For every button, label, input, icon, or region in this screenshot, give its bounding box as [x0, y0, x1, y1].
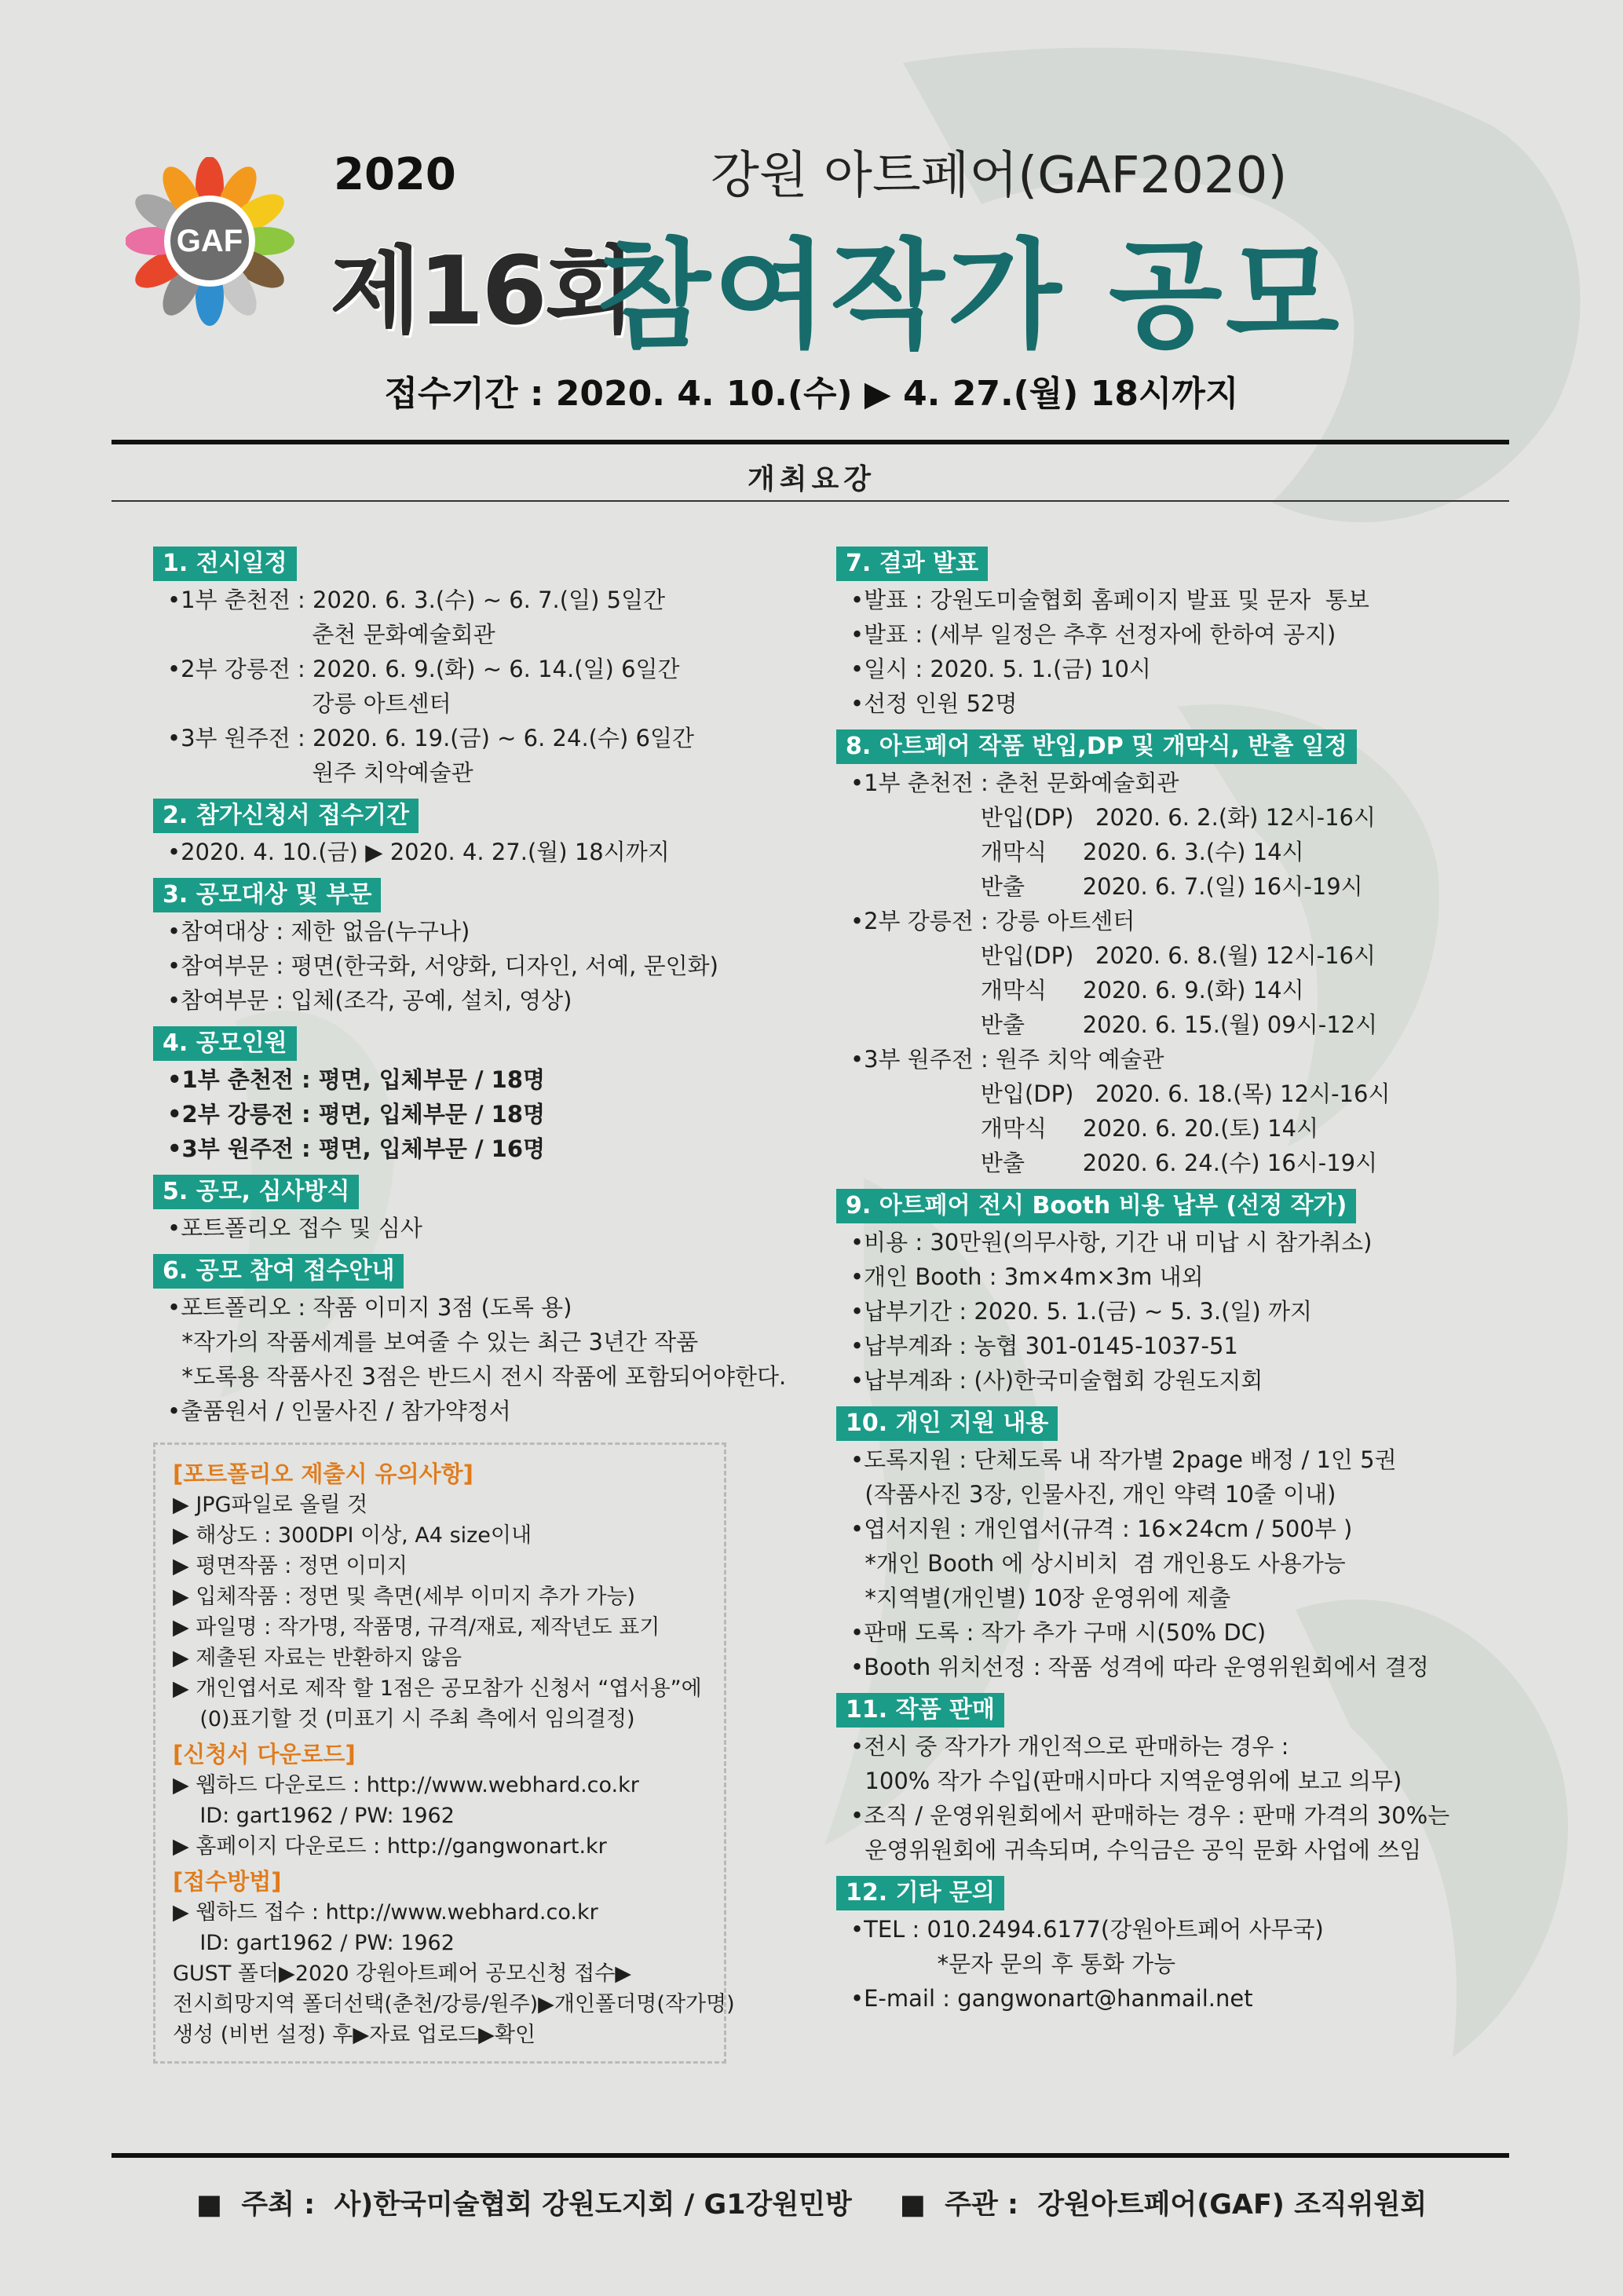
section-line: •참여대상 : 제한 없음(누구나) — [167, 918, 470, 945]
section-title: 2. 참가신청서 접수기간 — [153, 799, 419, 833]
box-line: ▶ 입체작품 : 정면 및 측면(세부 이미지 추가 가능) — [173, 1585, 636, 1609]
section-title: 1. 전시일정 — [153, 547, 297, 581]
year-label: 2020 — [334, 149, 456, 200]
box-line: ▶ 제출된 자료는 반환하지 않음 — [173, 1646, 462, 1670]
section-line: •2부 강릉전 : 강릉 아트센터 — [850, 908, 1135, 934]
section-title: 12. 기타 문의 — [836, 1876, 1004, 1910]
gaf-logo — [126, 157, 294, 326]
footer-organizers: ■ 주최 : 사)한국미술협회 강원도지회 / G1강원민방 ■ 주관 : 강원아트페어(GAF) 조직위원회 — [196, 2189, 1427, 2221]
box-heading: [접수방법] — [173, 1868, 282, 1895]
section-line: 개막식 2020. 6. 9.(화) 14시 — [850, 977, 1304, 1004]
right-column — [836, 546, 1480, 2024]
section — [153, 1174, 750, 1245]
edition-label: 제16회 — [330, 237, 634, 346]
section-line: •2부 강릉전 : 평면, 입체부문 / 18명 — [167, 1101, 546, 1128]
section-line: •납부계좌 : 농협 301-0145-1037-51 — [850, 1333, 1238, 1359]
box-line: (0)표기할 것 (미표기 시 주최 측에서 임의결정) — [173, 1707, 635, 1731]
section-line: •발표 : 강원도미술협회 홈페이지 발표 및 문자 통보 — [850, 587, 1369, 613]
section-line: •3부 원주전 : 원주 치악 예술관 — [850, 1046, 1164, 1073]
section — [836, 1692, 1480, 1867]
box-line: 생성 (비번 설정) 후▶자료 업로드▶확인 — [173, 2023, 536, 2047]
section — [153, 1253, 787, 1428]
section-line: •전시 중 작가가 개인적으로 판매하는 경우 : — [850, 1733, 1289, 1760]
section-line: •2020. 4. 10.(금) ▶ 2020. 4. 27.(월) 18시까지 — [167, 839, 670, 865]
section-line: 운영위원회에 귀속되며, 수익금은 공익 문화 사업에 쓰임 — [850, 1837, 1422, 1863]
section-line: •TEL : 010.2494.6177(강원아트페어 사무국) — [850, 1916, 1324, 1943]
section — [836, 1406, 1480, 1684]
overview-heading: 개최요강 — [747, 463, 876, 495]
section-line: •참여부문 : 평면(한국화, 서양화, 디자인, 서예, 문인화) — [167, 952, 718, 979]
section-line: *문자 문의 후 통화 가능 — [850, 1951, 1176, 1977]
section-line: •2부 강릉전 : 2020. 6. 9.(화) ~ 6. 14.(일) 6일간 — [167, 656, 680, 682]
section — [836, 729, 1480, 1180]
section-line: 반입(DP) 2020. 6. 2.(화) 12시-16시 — [850, 804, 1376, 831]
section-line: •포트폴리오 접수 및 심사 — [167, 1215, 422, 1241]
section-line: •납부기간 : 2020. 5. 1.(금) ~ 5. 3.(일) 까지 — [850, 1298, 1312, 1325]
section-line: 개막식 2020. 6. 3.(수) 14시 — [850, 839, 1304, 865]
section-title: 11. 작품 판매 — [836, 1693, 1004, 1727]
application-period: 접수기간 : 2020. 4. 10.(수) ▶ 4. 27.(월) 18시까지 — [384, 374, 1239, 414]
logo-text: GAF — [176, 224, 243, 258]
section-line: (작품사진 3장, 인물사진, 개인 약력 10줄 이내) — [850, 1481, 1336, 1508]
box-line: ▶ 평면작품 : 정면 이미지 — [173, 1554, 408, 1578]
box-line: ▶ 파일명 : 작가명, 작품명, 규격/재료, 제작년도 표기 — [173, 1615, 660, 1640]
section — [836, 1188, 1480, 1398]
section-line: •E-mail : gangwonart@hanmail.net — [850, 1985, 1253, 2012]
box-line: ▶ 웹하드 다운로드 : http://www.webhard.co.kr — [173, 1773, 639, 1797]
section — [153, 1026, 750, 1166]
box-line: ID: gart1962 / PW: 1962 — [173, 1804, 455, 1828]
section-line: •포트폴리오 : 작품 이미지 3점 (도록 용) — [167, 1294, 572, 1321]
section-line: •일시 : 2020. 5. 1.(금) 10시 — [850, 656, 1151, 682]
section-line: 반출 2020. 6. 7.(일) 16시-19시 — [850, 873, 1363, 900]
section-line: •3부 원주전 : 2020. 6. 19.(금) ~ 6. 24.(수) 6일간 — [167, 725, 695, 751]
box-line: ▶ 개인엽서로 제작 할 1점은 공모참가 신청서 “엽서용”에 — [173, 1676, 702, 1701]
section-line: *지역별(개인별) 10장 운영위에 제출 — [850, 1585, 1231, 1611]
overview-rule — [111, 500, 1509, 502]
section-line: *개인 Booth 에 상시비치 겸 개인용도 사용가능 — [850, 1550, 1346, 1577]
section-line: 원주 치악예술관 — [167, 759, 473, 786]
section-line: 개막식 2020. 6. 20.(토) 14시 — [850, 1115, 1319, 1142]
box-line: ▶ JPG파일로 올릴 것 — [173, 1493, 368, 1517]
section-line: 반출 2020. 6. 15.(월) 09시-12시 — [850, 1011, 1378, 1038]
box-line: ▶ 웹하드 접수 : http://www.webhard.co.kr — [173, 1900, 598, 1925]
page-title: 참여작가 공모 — [597, 228, 1343, 364]
bottom-rule — [111, 2153, 1509, 2158]
section-line: *작가의 작품세계를 보여줄 수 있는 최근 3년간 작품 — [167, 1329, 699, 1355]
section-title: 9. 아트페어 전시 Booth 비용 납부 (선정 작가) — [836, 1189, 1356, 1223]
box-line: 전시희망지역 폴더선택(춘천/강릉/원주)▶개인폴더명(작가명) — [173, 1992, 735, 2016]
section-line: 춘천 문화예술회관 — [167, 621, 495, 648]
section-line: •출품원서 / 인물사진 / 참가약정서 — [167, 1398, 511, 1424]
section-line: *도록용 작품사진 3점은 반드시 전시 작품에 포함되어야한다. — [167, 1363, 787, 1390]
section-line: 반출 2020. 6. 24.(수) 16시-19시 — [850, 1150, 1378, 1176]
section — [836, 546, 1480, 721]
section-line: 반입(DP) 2020. 6. 8.(월) 12시-16시 — [850, 942, 1376, 969]
section-title: 7. 결과 발표 — [836, 547, 988, 581]
left-column — [153, 546, 787, 2064]
section-line: •개인 Booth : 3m×4m×3m 내외 — [850, 1263, 1204, 1290]
section-line: •1부 춘천전 : 평면, 입체부문 / 18명 — [167, 1066, 546, 1093]
section-title: 5. 공모, 심사방식 — [153, 1175, 359, 1209]
section-line: 반입(DP) 2020. 6. 18.(목) 12시-16시 — [850, 1080, 1391, 1107]
section-title: 10. 개인 지원 내용 — [836, 1406, 1058, 1441]
section-line: 100% 작가 수입(판매시마다 지역운영위에 보고 의무) — [850, 1768, 1402, 1794]
box-line: ID: gart1962 / PW: 1962 — [173, 1931, 455, 1955]
section-line: •엽서지원 : 개인엽서(규격 : 16×24cm / 500부 ) — [850, 1515, 1353, 1542]
section-title: 3. 공모대상 및 부문 — [153, 878, 381, 912]
portfolio-info-box — [153, 1442, 735, 2064]
section-line: •비용 : 30만원(의무사항, 기간 내 미납 시 참가취소) — [850, 1229, 1373, 1256]
box-line: ▶ 해상도 : 300DPI 이상, A4 size이내 — [173, 1523, 532, 1548]
section-line: •선정 인원 52명 — [850, 690, 1018, 717]
section-title: 6. 공모 참여 접수안내 — [153, 1254, 404, 1289]
event-subtitle: 강원 아트페어(GAF2020) — [711, 147, 1288, 205]
section — [836, 1875, 1480, 2016]
section-line: •1부 춘천전 : 춘천 문화예술회관 — [850, 770, 1179, 796]
section-line: •조직 / 운영위원회에서 판매하는 경우 : 판매 가격의 30%는 — [850, 1802, 1450, 1829]
section-line: •참여부문 : 입체(조각, 공예, 설치, 영상) — [167, 987, 572, 1014]
section-line: •Booth 위치선정 : 작품 성격에 따라 운영위원회에서 결정 — [850, 1654, 1429, 1680]
box-heading: [신청서 다운로드] — [173, 1741, 356, 1768]
section-title: 8. 아트페어 작품 반입,DP 및 개막식, 반출 일정 — [836, 729, 1357, 764]
section-line: •발표 : (세부 일정은 추후 선정자에 한하여 공지) — [850, 621, 1336, 648]
section-line: •1부 춘천전 : 2020. 6. 3.(수) ~ 6. 7.(일) 5일간 — [167, 587, 666, 613]
section — [153, 877, 750, 1018]
top-rule — [111, 440, 1509, 444]
section-line: •3부 원주전 : 평면, 입체부문 / 16명 — [167, 1135, 546, 1162]
box-line: ▶ 홈페이지 다운로드 : http://gangwonart.kr — [173, 1834, 607, 1859]
section-title: 4. 공모인원 — [153, 1026, 297, 1061]
section-line: •판매 도록 : 작가 추가 구매 시(50% DC) — [850, 1619, 1267, 1646]
section-line: •납부계좌 : (사)한국미술협회 강원도지회 — [850, 1367, 1263, 1394]
section — [153, 798, 750, 869]
section-line: 강릉 아트센터 — [167, 690, 451, 717]
box-heading: [포트폴리오 제출시 유의사항] — [173, 1461, 473, 1487]
section — [153, 546, 750, 790]
box-line: GUST 폴더▶2020 강원아트페어 공모신청 접수▶ — [173, 1961, 632, 1986]
section-line: •도록지원 : 단체도록 내 작가별 2page 배정 / 1인 5권 — [850, 1446, 1397, 1473]
